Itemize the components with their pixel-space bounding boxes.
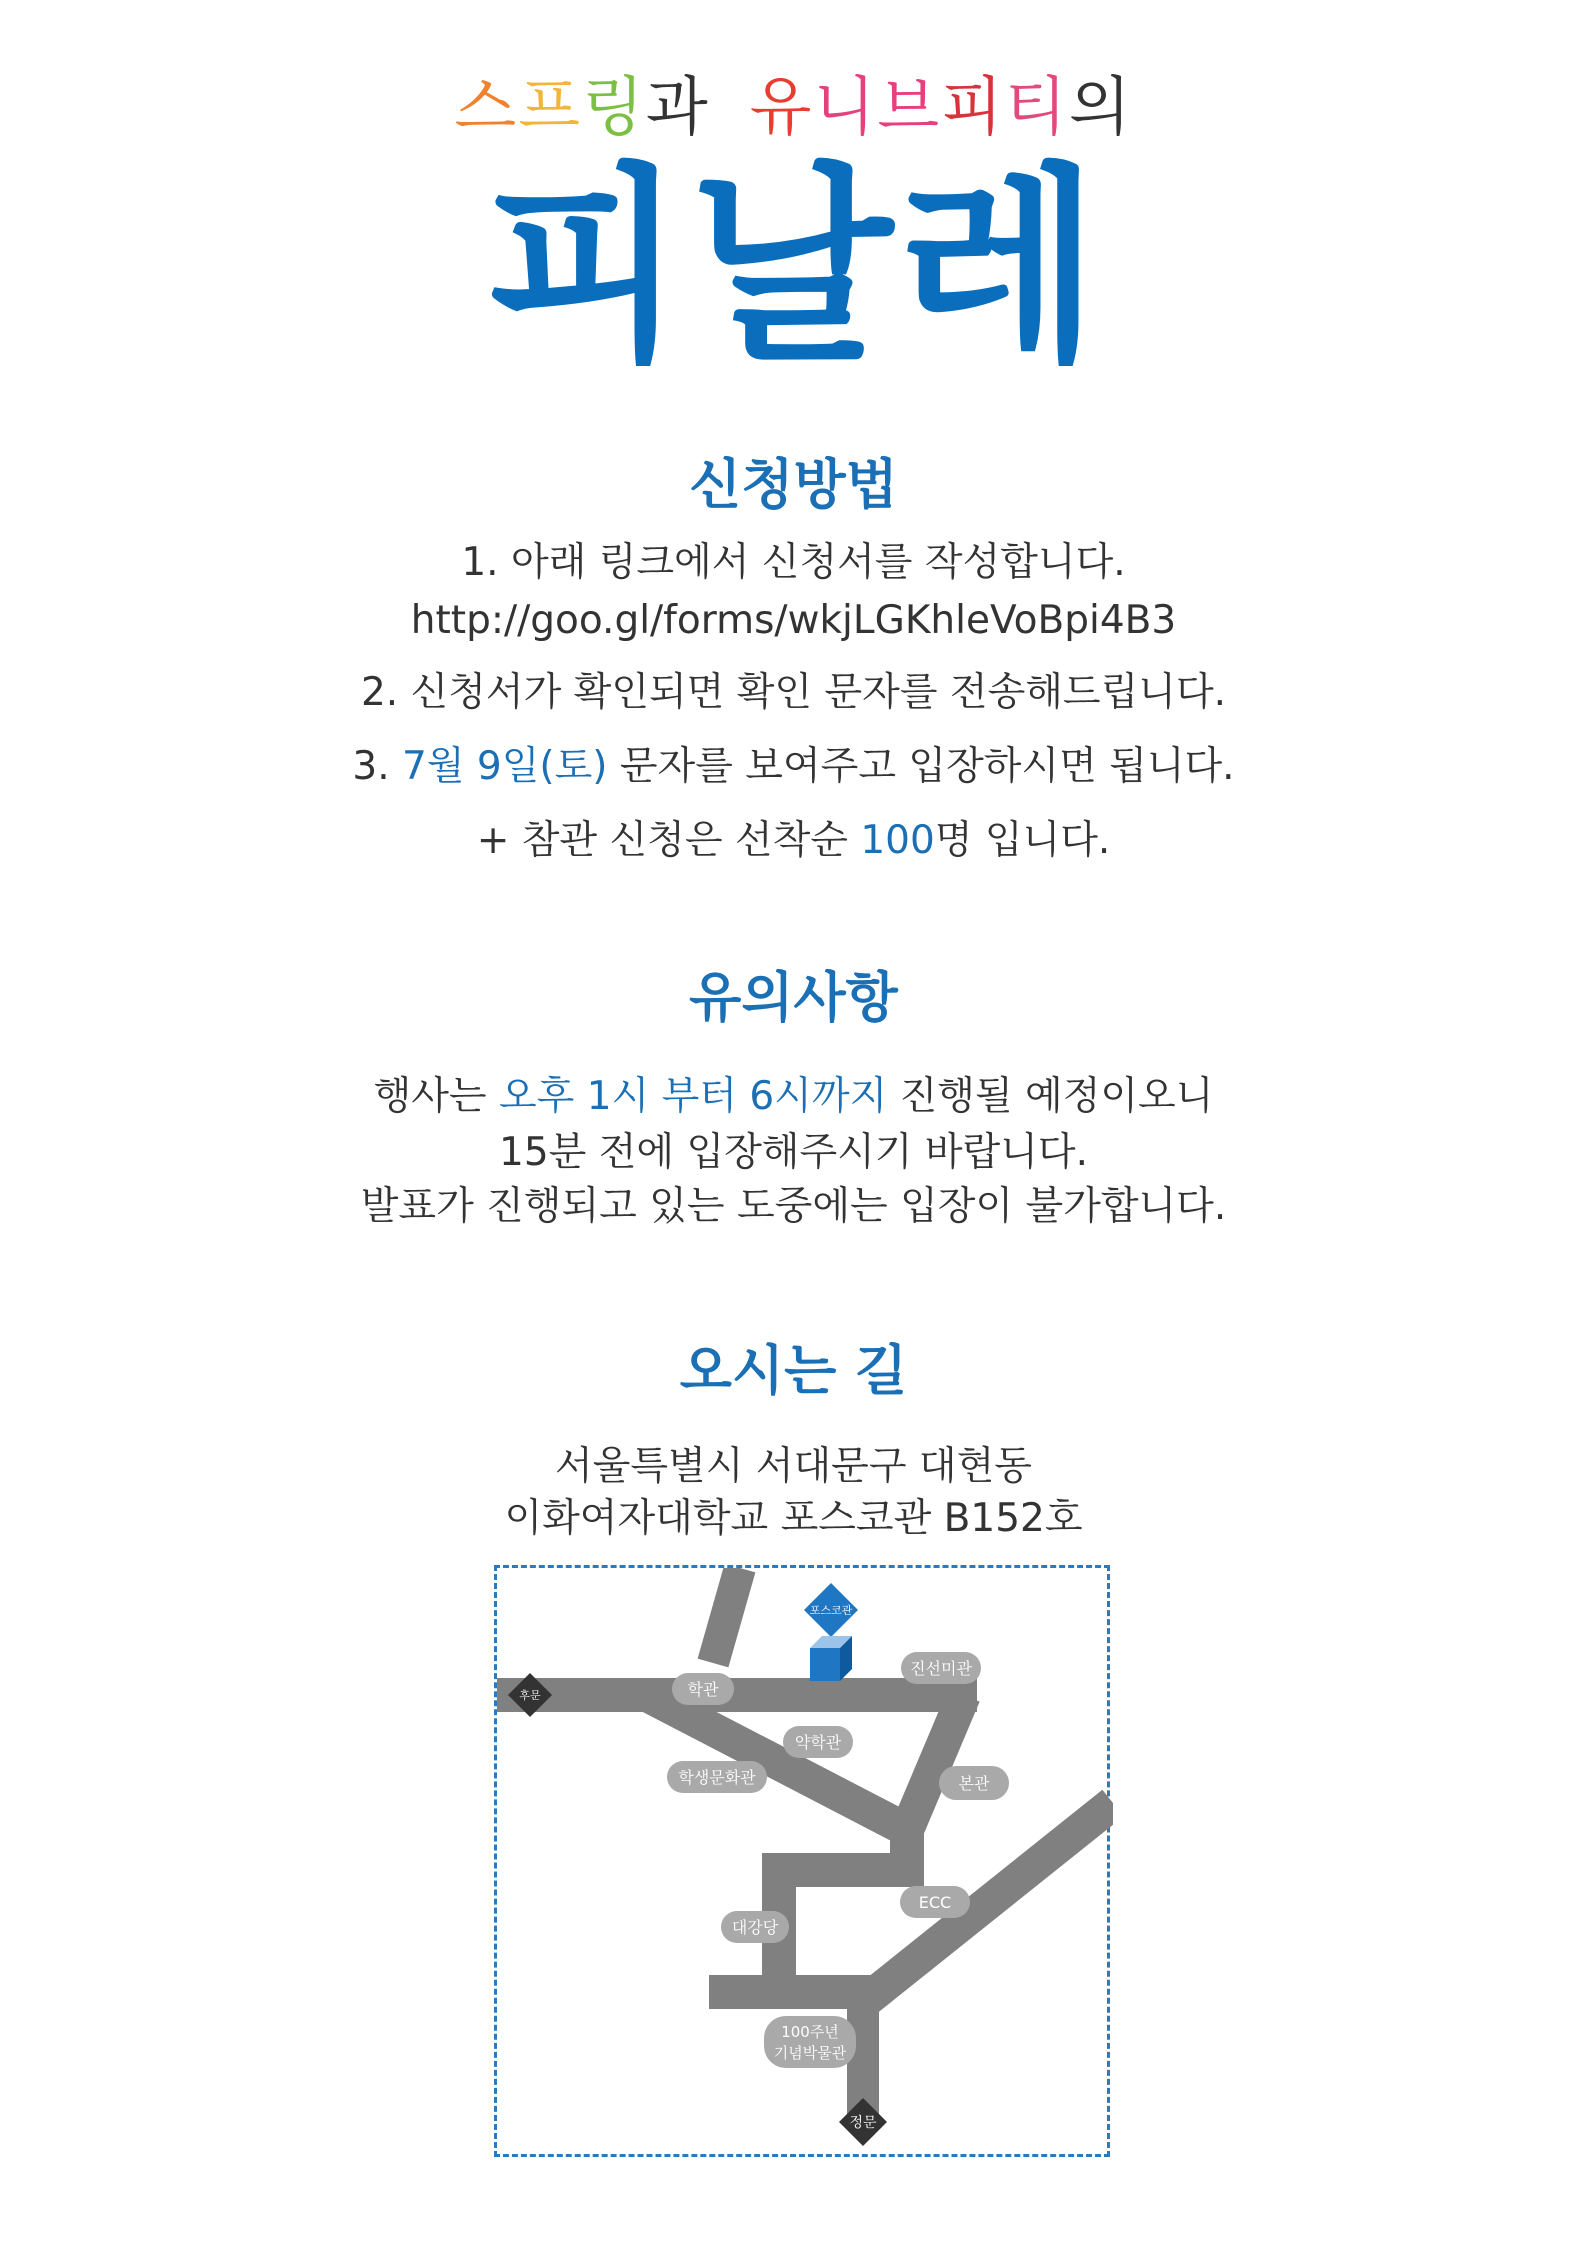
- capacity-count: 100: [860, 818, 935, 863]
- note-suffix: 명 입니다.: [934, 818, 1111, 863]
- notice-line-2: 15분 전에 입장해주시기 바랍니다.: [499, 1130, 1088, 1175]
- poster-title: 피날레: [483, 145, 1104, 390]
- subtitle-char: 스: [454, 71, 519, 145]
- notice-suffix: 진행될 예정이오니: [887, 1074, 1214, 1119]
- building-label: 학생문화관: [678, 1768, 756, 1787]
- how-to-apply-heading: 신청방법: [689, 453, 898, 516]
- building-label: 본관: [958, 1774, 990, 1793]
- posco-building: [804, 1583, 858, 1681]
- address-line-2: 이화여자대학교 포스코관 B152호: [504, 1496, 1083, 1541]
- building-label: 기념박물관: [773, 2044, 847, 2062]
- subtitle-char: 브: [877, 71, 942, 145]
- note-prefix: + 참관 신청은 선착순: [476, 818, 861, 863]
- destination-label: 포스코관: [809, 1604, 853, 1617]
- back-gate-label: 후문: [519, 1689, 541, 1702]
- building-label: 진선미관: [910, 1659, 972, 1678]
- road-east-diagonal: [907, 1695, 964, 1830]
- road-north: [713, 1568, 740, 1663]
- notice-heading: 유의사항: [689, 966, 898, 1029]
- subtitle-char: 피: [941, 71, 1005, 145]
- main-gate-label: 정문: [849, 2115, 877, 2131]
- subtitle-char: 과: [645, 71, 710, 145]
- step-3-prefix: 3.: [352, 744, 402, 789]
- event-time: 오후 1시 부터 6시까지: [499, 1074, 888, 1119]
- notice-line-1: [0, 1072, 1587, 1122]
- subtitle-char: 티: [1004, 71, 1069, 145]
- apply-form-link[interactable]: http://goo.gl/forms/wkjLGKhleVoBpi4B3: [410, 598, 1177, 643]
- subtitle-char: 프: [518, 71, 583, 145]
- apply-step-1: 1. 아래 링크에서 신청서를 작성합니다.: [461, 540, 1126, 585]
- building-label: 약학관: [794, 1733, 842, 1752]
- subtitle-char: 유: [749, 71, 814, 145]
- building-front: [810, 1648, 840, 1681]
- address-line-1: 서울특별시 서대문구 대현동: [555, 1444, 1032, 1489]
- subtitle-char: 링: [582, 71, 646, 145]
- subtitle-char: 니: [813, 71, 878, 145]
- campus-map: [494, 1565, 1110, 2157]
- main-gate: [839, 2098, 887, 2146]
- step-3-suffix: 문자를 보여주고 입장하시면 됩니다.: [607, 744, 1235, 789]
- poster-subtitle: [0, 68, 1587, 148]
- apply-step-3: [0, 742, 1587, 792]
- notice-prefix: 행사는: [373, 1074, 499, 1119]
- notice-line-3: 발표가 진행되고 있는 도중에는 입장이 불가합니다.: [360, 1184, 1227, 1229]
- building-label: 학관: [687, 1680, 719, 1699]
- building-label: ECC: [918, 1893, 952, 1912]
- building-label: 100주년: [781, 2023, 839, 2041]
- directions-heading: 오시는 길: [679, 1339, 908, 1402]
- apply-step-2: 2. 신청서가 확인되면 확인 문자를 전송해드립니다.: [360, 670, 1227, 715]
- campus-map-drawing: [497, 1568, 1113, 2160]
- event-date: 7월 9일(토): [402, 744, 608, 789]
- subtitle-char: 의: [1068, 71, 1133, 145]
- building-label: 대강당: [731, 1918, 779, 1937]
- apply-note: [0, 816, 1587, 866]
